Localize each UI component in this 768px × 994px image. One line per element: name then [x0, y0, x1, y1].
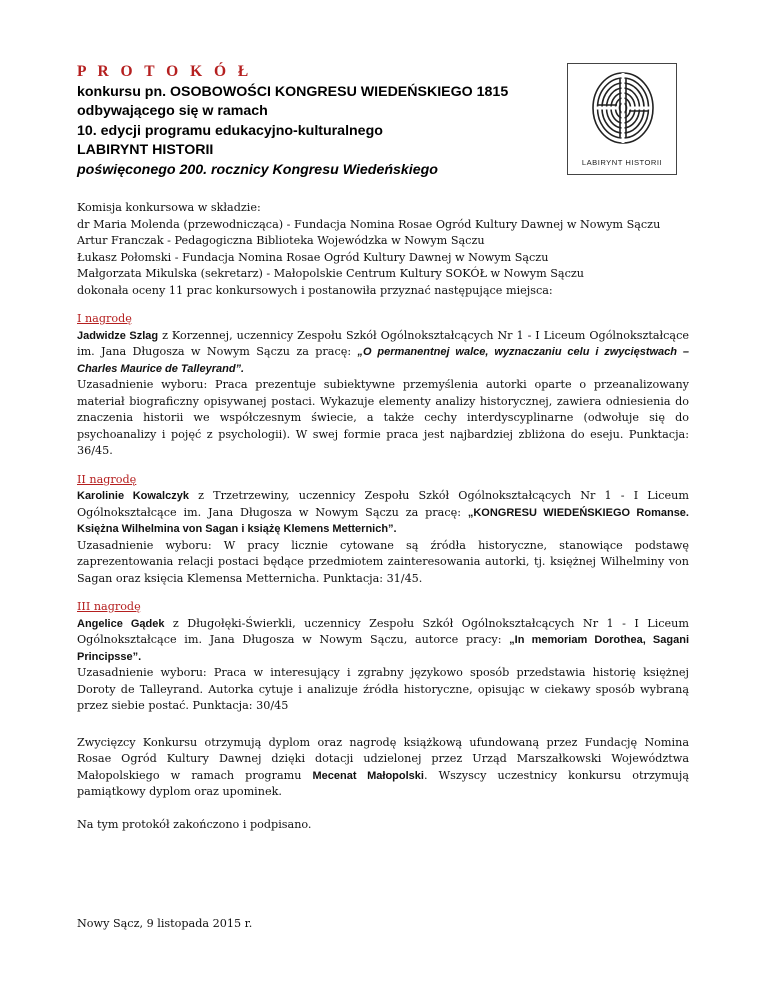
committee-member: dr Maria Molenda (przewodnicząca) - Fundacja Nomina Rosae Ogród Kultury Dawnej w Nowym Sączu — [77, 217, 661, 231]
prize-3-justification: Uzasadnienie wyboru: Praca w interesujący i zgrabny językowo sposób przedstawia historię księżnej Doroty de Talleyrand. Autorka cytuje i analizuje źródła historyczne, opisując w ciekawy sposób wybraną przez siebie postać. Punktacja: 30/45 — [77, 666, 689, 712]
prize-1-work: „O permanentnej walce, wyznaczaniu celu i zwycięstwach – Charles Maurice de Talleyrand”. — [77, 346, 689, 375]
prize-2-label: II nagrodę — [77, 472, 137, 486]
prize-2-desc: z Trzetrzewiny, uczennicy Zespołu Szkół Ogólnokształcących Nr 1 - I Liceum Ogólnokształcące im. Jana Długosza w Nowym Sączu za pracę: — [77, 489, 689, 519]
prize-1-description — [77, 328, 689, 378]
title-line-1: konkursu pn. OSOBOWOŚCI KONGRESU WIEDEŃSKIEGO 1815 — [77, 84, 509, 100]
closing-part-2: . Wszyscy uczestnicy konkursu otrzymują pamiątkowy dyplom oraz upominek. — [77, 768, 689, 798]
title-line-4: LABIRYNT HISTORII — [77, 142, 214, 159]
place-date: Nowy Sącz, 9 listopada 2015 r. — [77, 917, 253, 930]
document-body — [77, 200, 689, 933]
title-line-3: 10. edycji programu edukacyjno-kulturalnego — [77, 122, 383, 139]
closing-paragraph — [77, 735, 689, 801]
committee-outro: dokonała oceny 11 prac konkursowych i postanowiła przyznać następujące miejsca: — [77, 283, 553, 297]
logo-text: LABIRYNT HISTORII — [581, 158, 663, 167]
prize-1-label: I nagrodę — [77, 312, 132, 325]
committee-intro: Komisja konkursowa w składzie: — [77, 201, 261, 214]
prize-3-label: III nagrodę — [77, 600, 141, 613]
prize-2-work: „KONGRESU WIEDEŃSKIEGO Romanse. Księżna Wilhelmina von Sagan i książę Klemens Metternich”. — [77, 506, 689, 535]
prize-3-description — [77, 616, 689, 666]
protocol-heading: P R O T O K Ó Ł — [77, 63, 253, 80]
prize-1-desc: z Korzennej, uczennicy Zespołu Szkół Ogólnokształcących Nr 1 - I Liceum Ogólnokształcące im. Jana Długosza w Nowym Sączu za pracę: — [77, 328, 689, 358]
prize-2-justification: Uzasadnienie wyboru: W pracy licznie cytowane są źródła historyczne, stanowiące podstawę zaprezentowania relacji postaci będące przedmiotem zainteresowania autorki, tj. księżnej Wilhelminy von Sagan oraz księcia Klemensa Metternicha. Punktacja: 31/45. — [77, 538, 689, 585]
closing-statement: Na tym protokół zakończono i podpisano. — [77, 817, 312, 831]
prize-1-justification: Uzasadnienie wyboru: Praca prezentuje subiektywne przemyślenia autorki oparte o przeanalizowany materiał biograficzny opisywanej postaci. Wykazuje elementy analizy historycznej, zawiera odniesienia do znaczenia historii we współczesnym świecie, a także cechy interdyscyplinarne (odwołuje się do psychoanalizy i pojęć z psychologii). W swej formie praca jest najbardziej zbliżona do eseju. Punktacja: 36/45. — [77, 378, 689, 457]
prize-3-desc: z Długołęki-Świerkli, uczennicy Zespołu Szkół Ogólnokształcących Nr 1 - I Liceum Ogólnokształcące im. Jana Długosza w Nowym Sączu, autorce pracy: — [77, 616, 689, 646]
prize-2-winner: Karolinie Kowalczyk — [77, 490, 189, 502]
committee-member: Łukasz Połomski - Fundacja Nomina Rosae Ogród Kultury Dawnej w Nowym Sączu — [77, 250, 549, 264]
labyrinth-icon — [591, 71, 655, 145]
title-line-5: poświęconego 200. rocznicy Kongresu Wiedeńskiego — [77, 161, 438, 178]
committee-member: Artur Franczak - Pedagogiczna Biblioteka Wojewódzka w Nowym Sączu — [77, 234, 485, 247]
prize-3-work: „In memoriam Dorothea, Sagani Principsse”. — [77, 634, 689, 663]
prize-1-winner: Jadwidze Szlag — [77, 329, 159, 342]
committee-member: Małgorzata Mikulska (sekretarz) - Małopolskie Centrum Kultury SOKÓŁ w Nowym Sączu — [77, 267, 584, 280]
sponsor-program: Mecenat Małopolski — [312, 769, 424, 782]
labirynt-logo — [567, 63, 677, 175]
prize-3-winner: Angelice Gądek — [77, 617, 165, 630]
closing-part-1: Zwycięzcy Konkursu otrzymują dyplom oraz nagrodę książkową ufundowaną przez Fundację Nomina Rosae Ogród Kultury Dawnej dzięki dotacji udzielonej przez Urząd Marszałkowski Województwa Małopolskiego w ramach programu — [77, 735, 689, 782]
document-header — [77, 63, 547, 180]
prize-2-description — [77, 488, 689, 538]
title-line-2: odbywającego się w ramach — [77, 103, 268, 120]
